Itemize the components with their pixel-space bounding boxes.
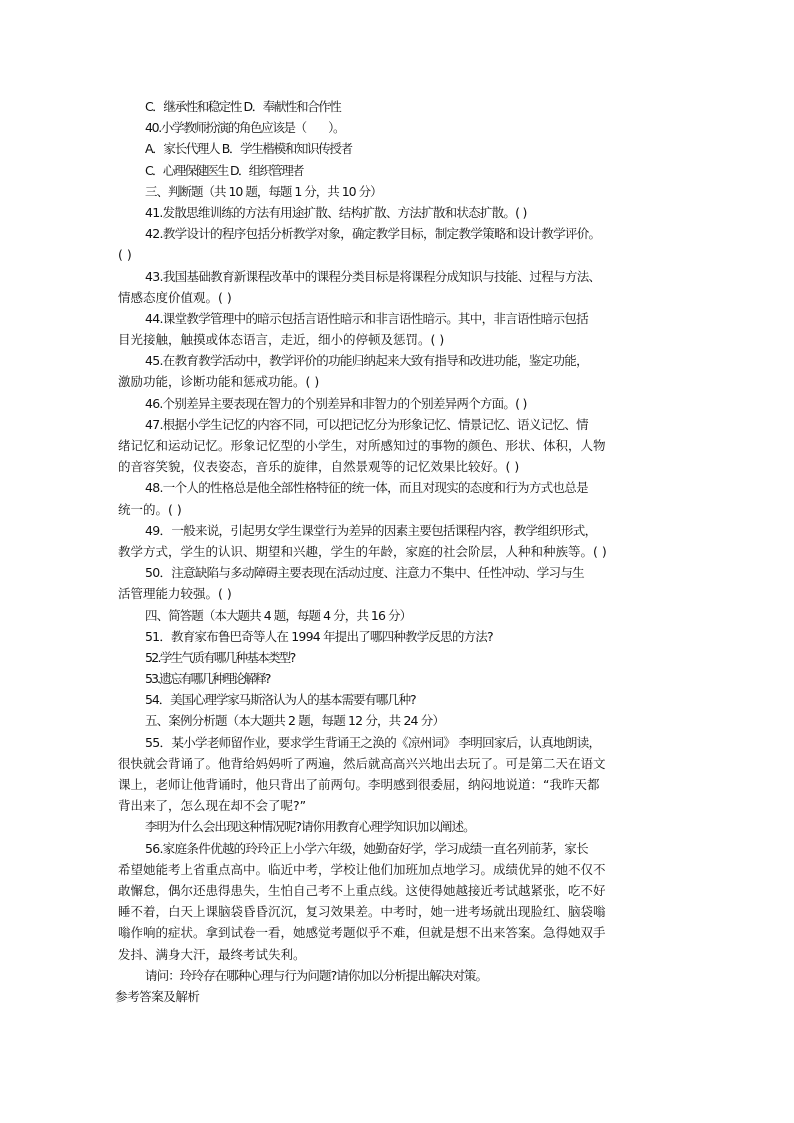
text-line: 很快就会背诵了。他背给妈妈听了两遍，然后就高高兴兴地出去玩了。可是第二天在语文 [118, 755, 606, 771]
text-line: 睡不着，白天上课脑袋昏昏沉沉，复习效果差。中考时，她一进考场就出现脸红、脑袋嗡 [118, 904, 606, 920]
text-line: 45.在教育教学活动中，教学评价的功能归纳起来大致有指导和改进功能，鉴定功能， [145, 353, 588, 369]
text-line: 42.教学设计的程序包括分析教学对象，确定教学目标，制定教学策略和设计教学评价。 [145, 226, 601, 242]
text-line: 的音容笑貌，仪表姿态，音乐的旋律，自然景观等的记忆效果比较好。( ) [118, 459, 520, 475]
text-line: 50．注意缺陷与多动障碍主要表现在活动过度、注意力不集中、任性冲动、学习与生 [145, 565, 584, 581]
text-line: 51．教育家布鲁巴奇等人在 1994 年提出了哪四种教学反思的方法? [145, 628, 493, 644]
text-line: 43.我国基础教育新课程改革中的课程分类目标是将课程分成知识与技能、过程与方法、 [145, 268, 601, 284]
text-line: 敢懈怠，偶尔还患得患失，生怕自己考不上重点线。这使得她越接近考试越紧张，吃不好 [118, 882, 606, 898]
text-line: 活管理能力较强。( ) [118, 586, 232, 602]
text-line: 44.课堂教学管理中的暗示包括言语性暗示和非言语性暗示。其中，非言语性暗示包括 [145, 310, 588, 326]
text-line: 嗡作响的症状。拿到试卷一看，她感觉考题似乎不难，但就是想不出来答案。急得她双手 [118, 925, 606, 941]
text-line: ( ) [118, 247, 132, 263]
text-line: 48.一个人的性格总是他全部性格特征的统一体，而且对现实的态度和行为方式也总是 [145, 480, 588, 496]
text-line: 三、判断题（共 10 题，每题 1 分，共 10 分） [145, 183, 382, 199]
text-line: 55．某小学老师留作业，要求学生背诵王之涣的《凉州词》 李明回家后，认真地朗读， [145, 734, 601, 750]
text-line: 47.根据小学生记忆的内容不同，可以把记忆分为形象记忆、情景记忆、语义记忆、情 [145, 416, 588, 432]
text-line: 53.遗忘有哪几种理论解释? [145, 671, 270, 687]
text-line: C．继承性和稳定性 D．奉献性和合作性 [145, 99, 341, 114]
text-line: 李明为什么会出现这种情况呢?请你用教育心理学知识加以阐述。 [145, 819, 475, 835]
text-line: 发抖、满身大汗，最终考试失利。 [118, 946, 306, 962]
text-line: 54．美国心理学家马斯洛认为人的基本需要有哪几种? [145, 692, 416, 708]
text-line: 激励功能，诊断功能和惩戒功能。( ) [118, 374, 320, 390]
text-line: 四、简答题（本大题共 4 题，每题 4 分，共 16 分） [145, 607, 412, 623]
text-line: 背出来了，怎么现在却不会了呢?” [118, 798, 307, 814]
text-line: 绪记忆和运动记忆。形象记忆型的小学生，对所感知过的事物的颜色、形状、体积，人物 [118, 438, 606, 453]
text-line: 课上，老师让他背诵时，他只背出了前两句。李明感到很委屈，纳闷地说道：“我昨天都 [118, 777, 600, 792]
text-line: 41.发散思维训练的方法有用途扩散、结构扩散、方法扩散和状态扩散。( ) [145, 204, 527, 220]
text-line: 五、案例分析题（本大题共 2 题，每题 12 分，共 24 分） [145, 713, 445, 729]
text-line: 46.个别差异主要表现在智力的个别差异和非智力的个别差异两个方面。( ) [145, 395, 527, 411]
text-line: A．家长代理人 B．学生楷模和知识传授者 [145, 141, 352, 157]
text-line: C．心理保健医生 D．组织管理者 [145, 162, 303, 178]
text-line: 希望她能考上省重点高中。临近中考，学校让他们加班加点地学习。成绩优异的她不仅不 [118, 861, 606, 877]
text-line: 参考答案及解析 [115, 988, 200, 1004]
text-line: 49．一般来说，引起男女学生课堂行为差异的因素主要包括课程内容，教学组织形式， [145, 522, 597, 538]
text-line: 56.家庭条件优越的玲玲正上小学六年级，她勤奋好学，学习成绩一直名列前茅，家长 [145, 840, 588, 856]
text-line: 教学方式，学生的认识、期望和兴趣，学生的年龄，家庭的社会阶层，人种和种族等。( ) [118, 543, 607, 559]
text-line: 52.学生气质有哪几种基本类型? [145, 649, 295, 665]
text-line: 情感态度价值观。( ) [118, 289, 232, 305]
text-line: 40.小学教师扮演的角色应该是（ ）。 [145, 120, 345, 136]
text-line: 目光接触，触摸或体态语言，走近，细小的停顿及惩罚。( ) [118, 332, 445, 348]
text-line: 统一的。( ) [118, 501, 182, 517]
text-line: 请问：玲玲存在哪种心理与行为问题?请你加以分析提出解决对策。 [145, 967, 488, 983]
document-page [115, 96, 683, 1007]
